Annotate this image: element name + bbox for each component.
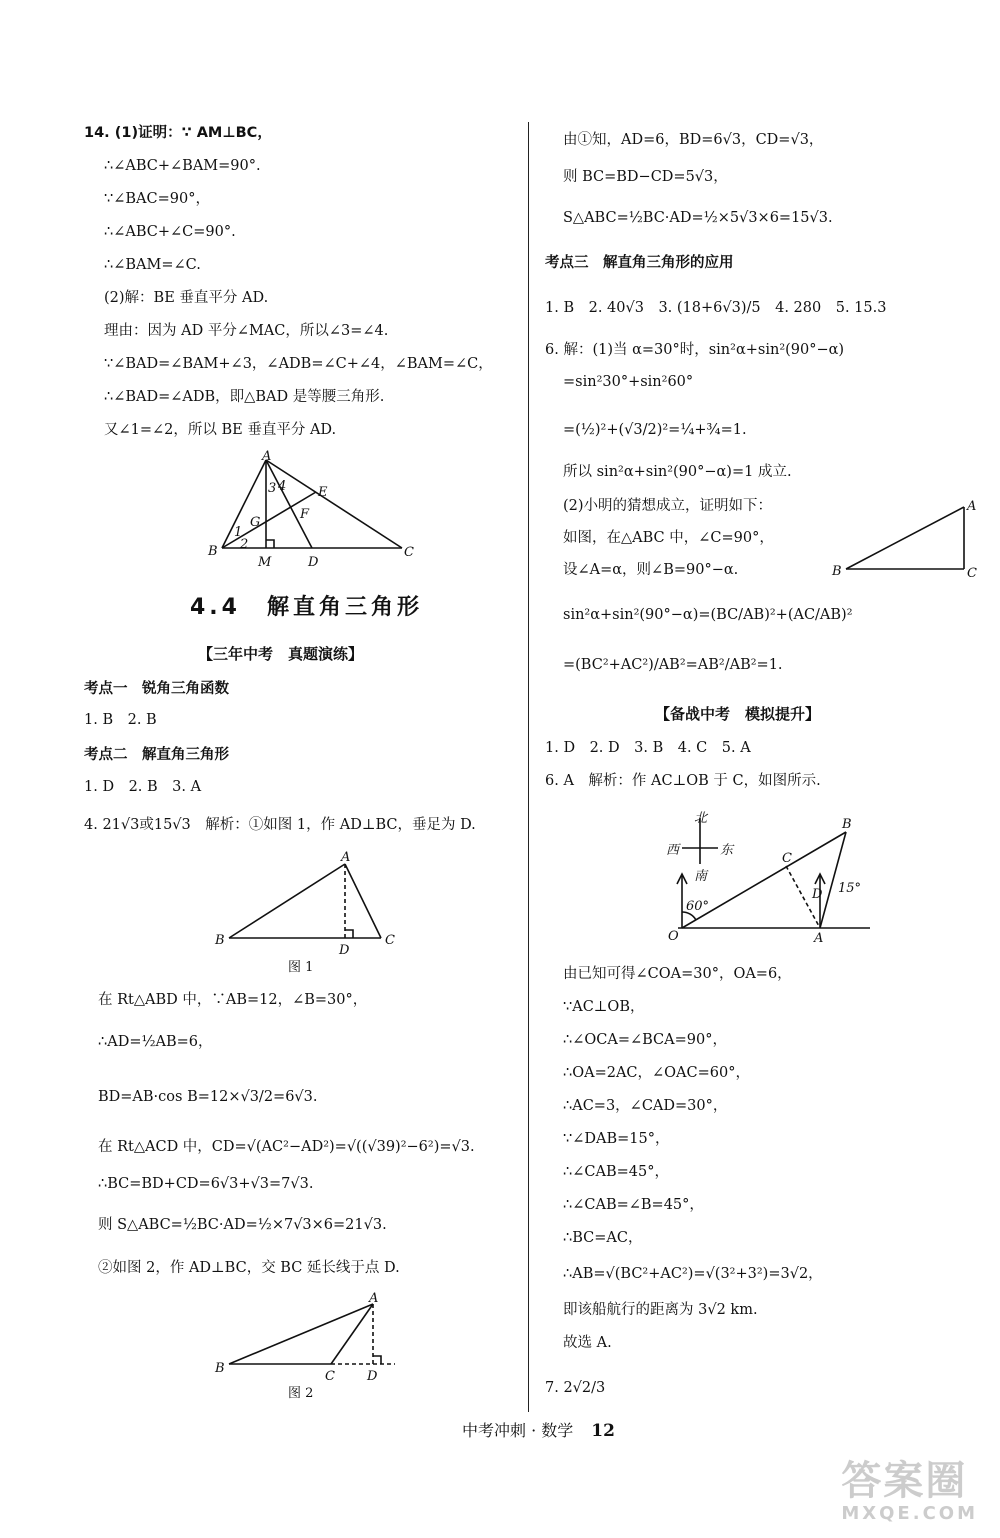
figure-2 bbox=[209, 1290, 409, 1385]
q6-line-4: (2)小明的猜想成立，证明如下： bbox=[563, 498, 773, 514]
q14-line-0: 14. (1)证明：∵ AM⊥BC， bbox=[84, 125, 272, 141]
right-top-line-0: 由①知，AD=6，BD=6√3，CD=√3， bbox=[563, 132, 824, 148]
q4-line-1: 在 Rt△ABD 中，∵AB=12，∠B=30°， bbox=[98, 992, 368, 1008]
k1-answers: 1. B 2. B bbox=[84, 712, 157, 728]
q14-line-8: ∴∠BAD=∠ADB，即△BAD 是等腰三角形. bbox=[104, 389, 385, 405]
q4-line-5: ∴BC=BD+CD=6√3+√3=7√3. bbox=[98, 1176, 314, 1192]
footer-title: 中考冲刺 · 数学 bbox=[462, 1421, 574, 1440]
m6-line-10: ∴AB=√(BC²+AC²)=√(3²+3²)=3√2， bbox=[563, 1266, 823, 1282]
nav-label-north: 北 bbox=[694, 811, 708, 826]
fig14-label-2: 2 bbox=[240, 537, 249, 552]
fig14-label-B: B bbox=[208, 544, 218, 559]
q14-line-6: 理由：因为 AD 平分∠MAC，所以∠3=∠4. bbox=[104, 323, 389, 339]
k2-heading: 考点二 解直角三角形 bbox=[84, 747, 229, 763]
q6-line-3: 所以 sin²α+sin²(90°−α)=1 成立. bbox=[563, 464, 792, 480]
fig1-label-B: B bbox=[215, 933, 225, 948]
nav-label-C: C bbox=[782, 851, 792, 866]
fig2-label-D: D bbox=[367, 1369, 378, 1384]
m6-line-8: ∴∠CAB=∠B=45°， bbox=[563, 1197, 704, 1213]
fig1-label-C: C bbox=[385, 933, 395, 948]
q14-line-4: ∴∠BAM=∠C. bbox=[104, 257, 201, 273]
m6-line-5: ∴AC=3，∠CAD=30°， bbox=[563, 1098, 728, 1114]
right-top-line-2: S△ABC=½BC·AD=½×5√3×6=15√3. bbox=[563, 210, 833, 226]
fig14-label-C: C bbox=[404, 545, 414, 560]
q4-line-6: 则 S△ABC=½BC·AD=½×7√3×6=21√3. bbox=[98, 1217, 387, 1233]
fig6-label-C: C bbox=[967, 566, 977, 580]
page-number: 12 bbox=[591, 1421, 615, 1441]
k3-answers: 1. B 2. 40√3 3. (18+6√3)/5 4. 280 5. 15.3 bbox=[545, 300, 887, 316]
section-title: 4.4 解直角三角形 bbox=[190, 595, 423, 620]
subsection-title: 【三年中考 真题演练】 bbox=[198, 645, 364, 663]
m6-line-2: ∵AC⊥OB， bbox=[563, 999, 645, 1015]
subsection2-title: 【备战中考 模拟提升】 bbox=[655, 705, 821, 723]
fig2-label-C: C bbox=[325, 1369, 335, 1384]
q6-line-8: =(BC²+AC²)/AB²=AB²/AB²=1. bbox=[563, 657, 783, 673]
figure-navigation bbox=[660, 808, 875, 948]
column-divider bbox=[528, 122, 529, 1412]
figure-q6 bbox=[830, 495, 985, 580]
m6-line-11: 即该船航行的距离为 3√2 km. bbox=[563, 1302, 758, 1318]
q14-line-5: (2)解：BE 垂直平分 AD. bbox=[104, 290, 269, 306]
fig14-label-A: A bbox=[262, 450, 272, 464]
fig1-caption: 图 1 bbox=[288, 960, 314, 975]
figure-1 bbox=[209, 846, 409, 956]
nav-label-east: 东 bbox=[720, 843, 734, 858]
watermark-big: 答案圈 bbox=[841, 1458, 968, 1504]
fig1-label-D: D bbox=[339, 943, 350, 956]
nav-label-south: 南 bbox=[694, 869, 708, 884]
fig2-label-B: B bbox=[215, 1361, 225, 1376]
fig2-caption: 图 2 bbox=[288, 1386, 314, 1401]
fig14-label-3: 3 bbox=[268, 481, 277, 496]
m6-line-3: ∴∠OCA=∠BCA=90°， bbox=[563, 1032, 727, 1048]
k2-answers: 1. D 2. B 3. A bbox=[84, 779, 202, 795]
q4-line-0: 4. 21√3或15√3 解析：①如图 1，作 AD⊥BC，垂足为 D. bbox=[84, 817, 476, 833]
nav-label-D: D bbox=[812, 887, 823, 902]
fig2-label-A: A bbox=[369, 1291, 379, 1306]
figure-q14 bbox=[204, 450, 424, 575]
q14-line-9: 又∠1=∠2，所以 BE 垂直平分 AD. bbox=[104, 422, 337, 438]
fig14-label-M: M bbox=[258, 555, 272, 570]
fig14-label-1: 1 bbox=[234, 525, 243, 540]
nav-label-60deg: 60° bbox=[686, 899, 710, 914]
m6-line-7: ∴∠CAB=45°， bbox=[563, 1164, 669, 1180]
q6-line-6: 设∠A=α，则∠B=90°−α. bbox=[563, 562, 739, 578]
q4-line-4: 在 Rt△ACD 中，CD=√(AC²−AD²)=√((√39)²−6²)=√3. bbox=[98, 1139, 475, 1155]
watermark bbox=[841, 1459, 978, 1524]
fig6-label-A: A bbox=[967, 499, 977, 514]
fig6-label-B: B bbox=[832, 564, 842, 579]
q4-line-7: ②如图 2，作 AD⊥BC，交 BC 延长线于点 D. bbox=[98, 1260, 400, 1276]
q4-line-2: ∴AD=½AB=6， bbox=[98, 1034, 213, 1050]
q14-line-2: ∵∠BAC=90°， bbox=[104, 191, 210, 207]
page-footer bbox=[462, 1418, 615, 1441]
q14-line-1: ∴∠ABC+∠BAM=90°. bbox=[104, 158, 261, 174]
m6-line-1: 由已知可得∠COA=30°，OA=6， bbox=[563, 966, 792, 982]
m7-answer: 7. 2√2/3 bbox=[545, 1380, 606, 1396]
q6-line-0: 6. 解：(1)当 α=30°时，sin²α+sin²(90°−α) bbox=[545, 342, 845, 358]
fig14-label-E: E bbox=[318, 485, 328, 500]
fig14-label-G: G bbox=[250, 515, 261, 530]
nav-label-15deg: 15° bbox=[838, 881, 862, 896]
fig14-label-D: D bbox=[308, 555, 319, 570]
q6-line-1: =sin²30°+sin²60° bbox=[563, 374, 694, 390]
q6-line-7: sin²α+sin²(90°−α)=(BC/AB)²+(AC/AB)² bbox=[563, 607, 853, 623]
fig14-label-F: F bbox=[300, 507, 310, 522]
k1-heading: 考点一 锐角三角函数 bbox=[84, 681, 229, 697]
q6-line-2: =(½)²+(√3/2)²=¼+¾=1. bbox=[563, 422, 747, 438]
fig14-label-4: 4 bbox=[278, 479, 287, 494]
m6-line-12: 故选 A. bbox=[563, 1335, 612, 1351]
k3-heading: 考点三 解直角三角形的应用 bbox=[545, 255, 734, 271]
watermark-small: MXQE.COM bbox=[841, 1503, 978, 1524]
q14-line-3: ∴∠ABC+∠C=90°. bbox=[104, 224, 236, 240]
q14-line-7: ∵∠BAD=∠BAM+∠3，∠ADB=∠C+∠4，∠BAM=∠C， bbox=[104, 356, 493, 372]
q6-line-5: 如图，在△ABC 中，∠C=90°， bbox=[563, 530, 774, 546]
m6-line-4: ∴OA=2AC，∠OAC=60°， bbox=[563, 1065, 750, 1081]
nav-label-B: B bbox=[842, 817, 852, 832]
m6-line-6: ∵∠DAB=15°， bbox=[563, 1131, 670, 1147]
nav-label-A: A bbox=[814, 931, 824, 946]
nav-label-west: 西 bbox=[666, 843, 680, 858]
mock-answers: 1. D 2. D 3. B 4. C 5. A bbox=[545, 740, 751, 756]
fig1-label-A: A bbox=[341, 850, 351, 865]
m6-line-0: 6. A 解析：作 AC⊥OB 于 C，如图所示. bbox=[545, 773, 821, 789]
right-top-line-1: 则 BC=BD−CD=5√3， bbox=[563, 169, 728, 185]
nav-label-O: O bbox=[668, 929, 679, 944]
q4-line-3: BD=AB·cos B=12×√3/2=6√3. bbox=[98, 1089, 318, 1105]
m6-line-9: ∴BC=AC， bbox=[563, 1230, 643, 1246]
